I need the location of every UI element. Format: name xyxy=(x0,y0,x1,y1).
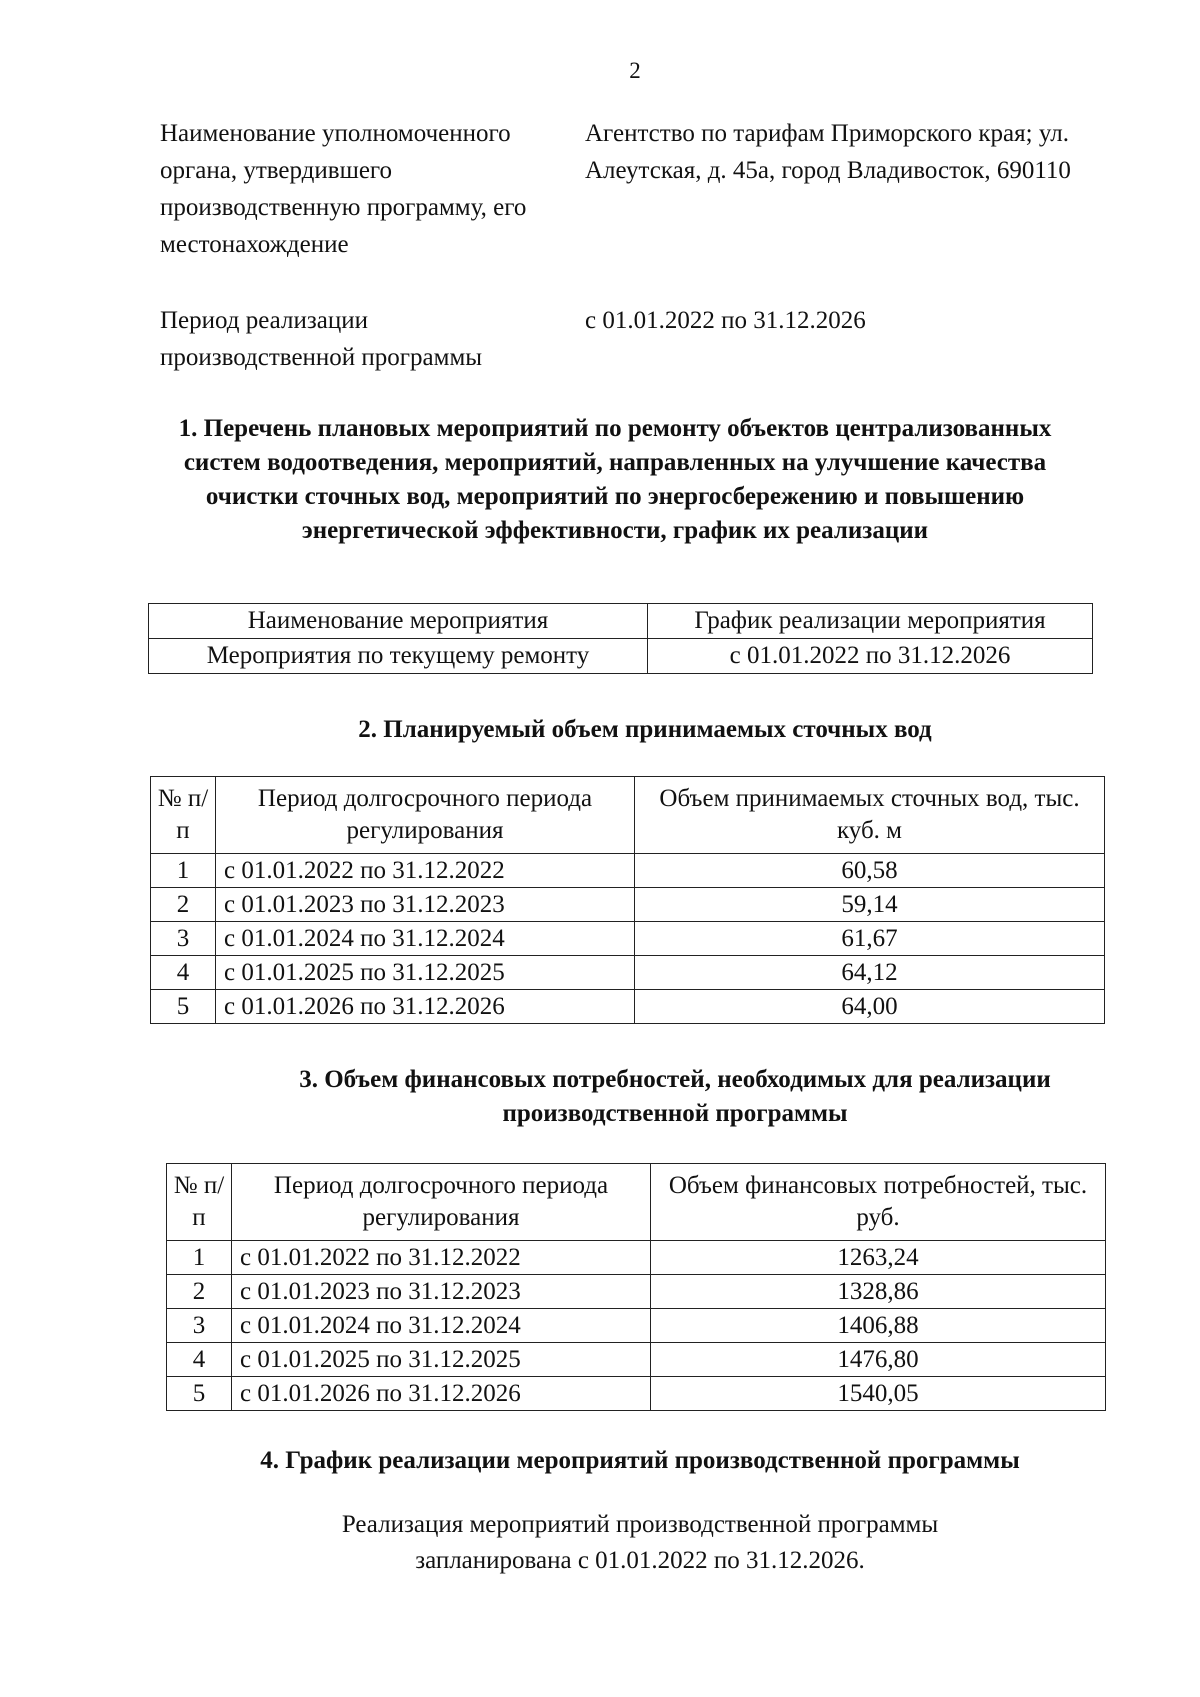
table-header-row xyxy=(151,777,1105,854)
financial-needs-table xyxy=(166,1163,1106,1411)
table-cell: 2 xyxy=(151,888,216,922)
table-row xyxy=(151,854,1105,888)
authority-label: Наименование уполномоченного органа, утвердившего производственную программу, его местонахождение xyxy=(160,120,527,258)
section4-heading: 4. График реализации мероприятий производственной программы xyxy=(260,1447,1020,1474)
table-row xyxy=(151,922,1105,956)
table-cell: 64,12 xyxy=(635,956,1105,990)
table-header-row xyxy=(167,1164,1106,1241)
wastewater-volume-table xyxy=(150,776,1105,1024)
table-cell: с 01.01.2025 по 31.12.2025 xyxy=(232,1343,651,1377)
table-cell: 1 xyxy=(151,854,216,888)
table-row xyxy=(149,639,1093,674)
period-info xyxy=(160,302,1100,382)
section3-heading-text: 3. Объем финансовых потребностей, необходимых для реализации производственной программы xyxy=(299,1066,1051,1127)
header-cell: График реализации мероприятия xyxy=(648,604,1093,639)
table-cell: 60,58 xyxy=(635,854,1105,888)
table-cell: 5 xyxy=(167,1377,232,1411)
table-cell: с 01.01.2024 по 31.12.2024 xyxy=(216,922,635,956)
table-cell: 64,00 xyxy=(635,990,1105,1024)
table-row xyxy=(151,956,1105,990)
closing-text xyxy=(0,1507,1200,1579)
period-value: с 01.01.2022 по 31.12.2026 xyxy=(585,307,866,334)
period-label: Период реализации производственной программы xyxy=(160,307,483,371)
table-row xyxy=(167,1275,1106,1309)
section3-heading xyxy=(75,1063,1200,1131)
table-cell: 4 xyxy=(167,1343,232,1377)
table-cell: 5 xyxy=(151,990,216,1024)
table-cell: с 01.01.2023 по 31.12.2023 xyxy=(232,1275,651,1309)
table-cell: с 01.01.2026 по 31.12.2026 xyxy=(216,990,635,1024)
header-cell: Объем принимаемых сточных вод, тыс. куб. м xyxy=(635,777,1105,854)
table-cell: 1263,24 xyxy=(651,1241,1106,1275)
page-number: 2 xyxy=(629,58,641,83)
header-cell: Период долгосрочного периода регулирования xyxy=(232,1164,651,1241)
closing-text-body: Реализация мероприятий производственной программы запланирована с 01.01.2022 по 31.12.2026. xyxy=(341,1511,939,1574)
section1-heading xyxy=(15,412,1200,548)
table-row xyxy=(151,990,1105,1024)
table-cell: 4 xyxy=(151,956,216,990)
table-cell: с 01.01.2022 по 31.12.2022 xyxy=(216,854,635,888)
authority-value: Агентство по тарифам Приморского края; ул. Алеутская, д. 45а, город Владивосток, 690110 xyxy=(585,120,1071,184)
table-cell: с 01.01.2022 по 31.12.2022 xyxy=(232,1241,651,1275)
table-cell: 1476,80 xyxy=(651,1343,1106,1377)
table-cell: с 01.01.2023 по 31.12.2023 xyxy=(216,888,635,922)
table-row xyxy=(151,888,1105,922)
section1-heading-text: 1. Перечень плановых мероприятий по ремонту объектов централизованных систем водоотведения, мероприятий, направленных на улучшение качества очистки сточных вод, мероприятий по энергосбережению и повышению энергетической эффективности, график их реализации xyxy=(178,415,1052,544)
table-row xyxy=(167,1309,1106,1343)
header-cell: № п/п xyxy=(167,1164,232,1241)
authority-info xyxy=(160,115,1100,265)
table-cell: 61,67 xyxy=(635,922,1105,956)
table-cell: 1328,86 xyxy=(651,1275,1106,1309)
table-cell: 1406,88 xyxy=(651,1309,1106,1343)
table-cell: 2 xyxy=(167,1275,232,1309)
table-cell: 3 xyxy=(151,922,216,956)
measures-table xyxy=(148,603,1093,674)
table-cell: с 01.01.2025 по 31.12.2025 xyxy=(216,956,635,990)
table-row xyxy=(167,1377,1106,1411)
header-cell: Объем финансовых потребностей, тыс. руб. xyxy=(651,1164,1106,1241)
table-cell: с 01.01.2026 по 31.12.2026 xyxy=(232,1377,651,1411)
table-cell: 3 xyxy=(167,1309,232,1343)
header-cell: Наименование мероприятия xyxy=(149,604,648,639)
table-cell: 1540,05 xyxy=(651,1377,1106,1411)
table-row xyxy=(167,1241,1106,1275)
header-cell: № п/п xyxy=(151,777,216,854)
section2-heading: 2. Планируемый объем принимаемых сточных вод xyxy=(358,716,932,743)
table-header-row xyxy=(149,604,1093,639)
table-cell: с 01.01.2024 по 31.12.2024 xyxy=(232,1309,651,1343)
table-cell: 59,14 xyxy=(635,888,1105,922)
table-cell: 1 xyxy=(167,1241,232,1275)
table-cell: Мероприятия по текущему ремонту xyxy=(149,639,648,674)
table-row xyxy=(167,1343,1106,1377)
header-cell: Период долгосрочного периода регулирования xyxy=(216,777,635,854)
table-cell: с 01.01.2022 по 31.12.2026 xyxy=(648,639,1093,674)
